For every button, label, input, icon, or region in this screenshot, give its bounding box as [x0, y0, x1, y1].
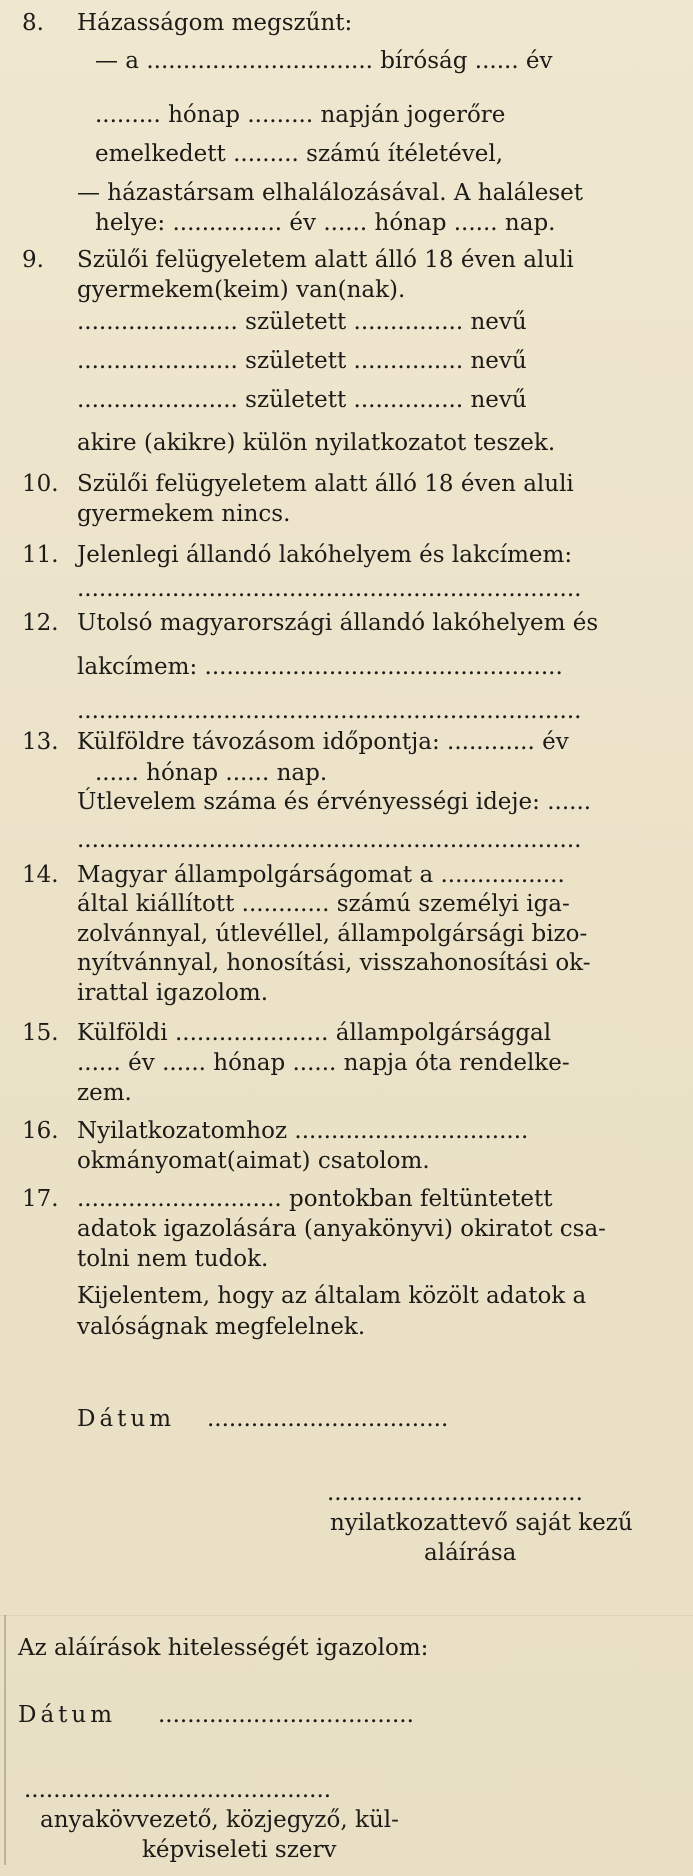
item-12-address-field-2[interactable]: .....................................................................	[77, 698, 582, 724]
item-15-line-2: ...... év ...... hónap ...... napja óta rendelke-	[77, 1050, 570, 1076]
item-12-line-1: Utolsó magyarországi állandó lakóhelyem és	[77, 610, 599, 636]
item-17-line-3: tolni nem tudok.	[77, 1246, 269, 1272]
item-8-line-2: — a ............................... bíróság ...... év	[95, 48, 553, 74]
item-number: 14.	[22, 862, 59, 888]
authentication-text: Az aláírások hitelességét igazolom:	[18, 1635, 429, 1661]
item-11-address-field[interactable]: .....................................................................	[77, 576, 582, 602]
item-12-address-field[interactable]: lakcímem: .................................................	[77, 654, 563, 680]
item-14-line-5: irattal igazolom.	[77, 980, 269, 1006]
date-label: Dátum	[77, 1406, 176, 1432]
item-8-line-1: Házasságom megszűnt:	[77, 10, 353, 36]
item-9-line-1: Szülői felügyeletem alatt álló 18 éven aluli	[77, 247, 574, 273]
item-9-child-row-3: ...................... született ............... nevű	[77, 387, 527, 413]
item-13-line-2: ...... hónap ...... nap.	[95, 760, 328, 786]
item-number: 9.	[22, 247, 44, 273]
margin-rule	[4, 1615, 6, 1865]
item-8-line-3: ......... hónap ......... napján jogerőre	[95, 102, 506, 128]
signature-caption-line-2: aláírása	[424, 1540, 517, 1566]
item-number: 8.	[22, 10, 44, 36]
item-14-line-1: Magyar állampolgárságomat a .................	[77, 862, 565, 888]
section-divider	[0, 1615, 693, 1616]
item-number: 11.	[22, 542, 59, 568]
item-number: 17.	[22, 1186, 59, 1212]
item-9-child-row-1: ...................... született ............... nevű	[77, 309, 527, 335]
item-15-line-1: Külföldi ..................... állampolgársággal	[77, 1020, 552, 1046]
declaration-line-1: Kijelentem, hogy az általam közölt adatok a	[77, 1283, 587, 1309]
item-9-line-2: gyermekem(keim) van(nak).	[77, 277, 406, 303]
item-16-line-2: okmányomat(aimat) csatolom.	[77, 1148, 430, 1174]
item-8-line-6: helye: ............... év ...... hónap ...... nap.	[95, 210, 556, 236]
authority-caption-line-2: képviseleti szerv	[142, 1837, 337, 1863]
item-16-line-1: Nyilatkozatomhoz ................................	[77, 1118, 529, 1144]
signature-caption-line-1: nyilatkozattevő saját kezű	[330, 1510, 633, 1536]
item-15-line-3: zem.	[77, 1080, 132, 1106]
item-number: 15.	[22, 1020, 59, 1046]
item-9-line-6: akire (akikre) külön nyilatkozatot teszek.	[77, 430, 556, 456]
item-number: 16.	[22, 1118, 59, 1144]
item-8-line-5: — házastársam elhalálozásával. A haláleset	[77, 180, 583, 206]
item-10-line-1: Szülői felügyeletem alatt álló 18 éven aluli	[77, 471, 574, 497]
item-number: 10.	[22, 471, 59, 497]
item-17-line-1: ............................ pontokban feltüntetett	[77, 1186, 553, 1212]
authority-caption-line-1: anyakövvezető, közjegyző, kül-	[40, 1807, 399, 1833]
item-13-line-3: Útlevelem száma és érvényességi ideje: ......	[77, 789, 592, 815]
date-field[interactable]: .................................	[207, 1406, 449, 1432]
signature-field[interactable]: ...................................	[327, 1480, 583, 1506]
item-number: 13.	[22, 729, 59, 755]
item-number: 12.	[22, 610, 59, 636]
authentication-date-label: Dátum	[18, 1702, 117, 1728]
item-14-line-3: zolvánnyal, útlevéllel, állampolgársági bizo-	[77, 921, 588, 947]
item-13-passport-field[interactable]: .....................................................................	[77, 827, 582, 853]
authentication-date-field[interactable]: ...................................	[158, 1702, 414, 1728]
item-11-line-1: Jelenlegi állandó lakóhelyem és lakcímem:	[77, 542, 573, 568]
item-10-line-2: gyermekem nincs.	[77, 501, 291, 527]
item-8-line-4: emelkedett ......... számú ítéletével,	[95, 141, 504, 167]
item-13-line-1: Külföldre távozásom időpontja: ............ év	[77, 729, 569, 755]
item-17-line-2: adatok igazolására (anyakönyvi) okiratot csa-	[77, 1216, 606, 1242]
authentication-signature-field[interactable]: ..........................................	[24, 1777, 332, 1803]
item-14-line-4: nyítvánnyal, honosítási, visszahonosítási ok-	[77, 950, 591, 976]
item-9-child-row-2: ...................... született ............... nevű	[77, 348, 527, 374]
declaration-line-2: valóságnak megfelelnek.	[77, 1314, 366, 1340]
item-14-line-2: által kiállított ............ számú személyi iga-	[77, 891, 570, 917]
